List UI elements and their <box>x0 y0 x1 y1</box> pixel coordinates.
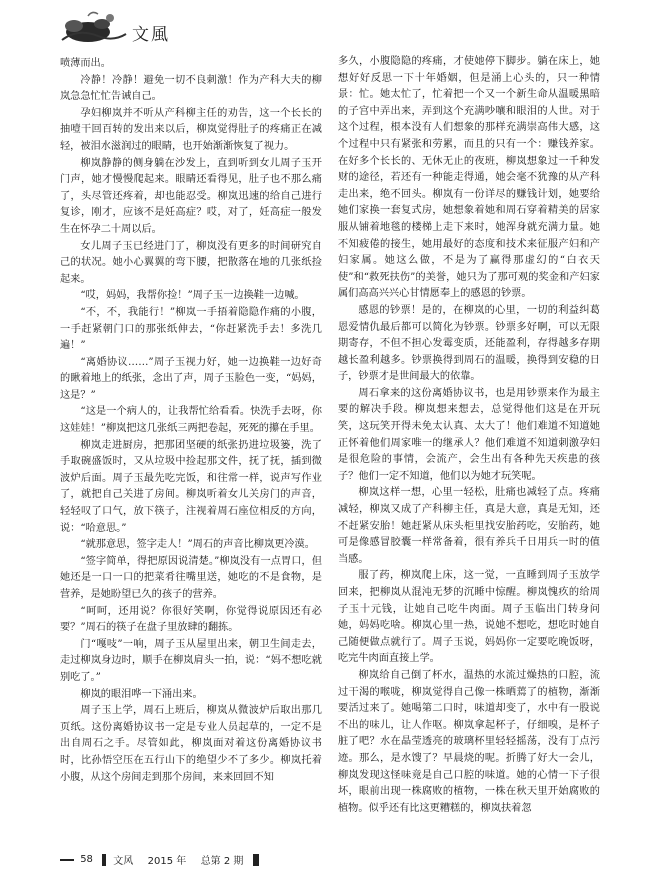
page-number: 58 <box>80 854 93 865</box>
paragraph: 柳岚给自己倒了杯水，温热的水流过燥热的口腔，流过干渴的喉咙，柳岚觉得自己像一株晒蔫了的植物，渐渐要活过来了。她喝第二口时，味道却变了，水中有一股说不出的味儿，让人作呕。柳岚拿起杯子，仔细嗅，是杯子脏了吧？水在晶莹透亮的玻璃杯里轻轻摇荡，没有丁点污迹。那么，是水馊了？早晨烧的呢。折腾了好大一会儿，柳岚发现这怪味竟是自己口腔的味道。她的心情一下子很坏，眼前出现一株腐败的植物，一株在秋天里开始腐败的植物。似乎还有比这更糟糕的，柳岚扶着忽 <box>338 669 600 814</box>
footer-year: 2015 年 <box>147 856 187 867</box>
left-column <box>60 56 322 786</box>
paragraph: 周子玉上学，周石上班后，柳岚从微波炉后取出那几页纸。这份离婚协议书一定是专业人员起草的，一定不是出自周石之手。尽管如此，柳岚面对着这份离婚协议书时，比孙悟空压在五行山下的绝望少不了多少。柳岚托着小腹，从这个房间走到那个房间，来来回回不知 <box>60 705 322 783</box>
right-column <box>338 54 600 817</box>
ink-flower-bird-icon <box>58 6 130 52</box>
paragraph: 周石拿来的这份离婚协议书，也是用钞票来作为最主要的解决手段。柳岚想来想去，总觉得他们这是在开玩笑，这玩笑开得未免太认真、太大了！他们难道不知道她正怀着他们周家唯一的继承人？他们难道不知道刺激孕妇是很危险的事情，会流产，会生出有各种先天疾患的孩子？他们一定不知道，他们以为她才玩笑呢。 <box>338 387 600 482</box>
paragraph: 多久，小腹隐隐的疼痛，才使她停下脚步。躺在床上，她想好好反思一下十年婚姻，但是涌上心头的，只一种情景：忙。她太忙了，忙着把一个又一个新生命从温暖黑暗的子宫中弄出来，弄到这个充满吵嚷和眼泪的人世。对于这个过程，根本没有人们想象的那样充满崇高伟大感，这个过程中只有紧张和劳累，而且的只有一个：赚钱养家。在好多个长长的、无休无止的夜班，柳岚想象过一千种发财的途径，若还有一种能走得通，她会毫不犹豫的从产科走出来，绝不回头。柳岚有一份详尽的赚钱计划，她要给她们家换一套复式房，她想象着她和周石穿着精美的居家服从铺着地毯的楼梯上走下来时，她浑身就充满力量。她不知疲倦的接生，她用最好的态度和技术来征服产妇和产妇家属。她这么做，不是为了赢得那虚幻的“白衣天使”和“救死扶伤”的美誉，她只为了那可观的奖金和产妇家属们高高兴兴心甘情愿奉上的感恩的钞票。 <box>338 56 600 300</box>
paragraph: 服了药，柳岚爬上床，这一觉，一直睡到周子玉放学回来，把柳岚从混沌无梦的沉睡中惊醒。柳岚愧疚的给周子玉十元钱，让她自己吃牛肉面。周子玉临出门转身问她，妈妈吃啥。柳岚心里一热，说她不想吃，想吃时她自己随便做点就行了。周子玉说，妈妈你一定要吃晚饭呀，吃完牛肉面直接上学。 <box>338 570 600 665</box>
page-header <box>58 6 358 52</box>
paragraph: “就那意思，签字走人！”周石的声音比柳岚更冷漠。 <box>80 539 315 551</box>
paragraph: “签字简单，得把原因说清楚。”柳岚没有一点胃口，但她还是一口一口的把菜肴往嘴里送，她吃的不是食物，是营养，是她盼望已久的孩子的营养。 <box>60 555 322 600</box>
paragraph: 感恩的钞票！是的，在柳岚的心里，一切的利益纠葛恩爱情仇最后都可以简化为钞票。钞票多好啊，可以无限期寄存，不但不担心发霉变质，还能盈利，存得越多存期越长盈利越多。钞票换得到周石的温暖，换得到安稳的日子，钞票才是世间最大的依靠。 <box>338 304 600 383</box>
paragraph: 柳岚静静的侧身躺在沙发上，直到听到女儿周子玉开门声，她才慢慢爬起来。眼睛还看得见，肚子也不那么痛了，头尽管还疼着，却也能忍受。柳岚迅速的给自己进行复诊，刚才，应该不是妊高症？哎，对了，妊高症一般发生在怀孕二十周以后。 <box>60 157 322 235</box>
paragraph: 女儿周子玉已经进门了，柳岚没有更多的时间研究自己的状况。她小心翼翼的弯下腰，把散落在地的几张纸捡起来。 <box>60 240 322 285</box>
paragraph: “离婚协议……”周子玉视力好，她一边换鞋一边好奇的瞅着地上的纸张，念出了声，周子玉脸色一变，“妈妈，这是？” <box>60 356 322 401</box>
page-footer <box>60 852 600 872</box>
footer-magazine: 文风 <box>113 856 134 867</box>
paragraph: “这是一个病人的，让我帮忙给看看。快洗手去呀，你这娃娃！”柳岚把这几张纸三两把卷起，死死的攥在手里。 <box>60 406 322 435</box>
footer-issue: 总第 2 期 <box>200 856 244 867</box>
paragraph: 门“嘎吱”一响，周子玉从屋里出来，朝卫生间走去，走过柳岚身边时，顺手在柳岚肩头一拍，说：“妈不想吃就别吃了。” <box>60 638 322 683</box>
paragraph: “哎，妈妈，我帮你捡！”周子玉一边换鞋一边喊。 <box>80 290 305 302</box>
paragraph: 柳岚走进厨房，把那团坚硬的纸张扔进垃圾篓，洗了手取碗盛饭时，又从垃圾中捡起那文件，抚了抚，插到微波炉后面。周子玉最先吃完饭，和往常一样，说声写作业了，就把自己关进了房间。柳岚听着女儿关房门的声音，轻轻叹了口气，放下筷子，注视着周石座位相反的方向，说：“哈意思。” <box>60 439 322 534</box>
paragraph: 冷静！冷静！避免一切不良刺激！作为产科大夫的柳岚急急忙忙告诫自己。 <box>60 74 322 103</box>
paragraph: 喷薄而出。 <box>60 58 111 69</box>
paragraph: 柳岚这样一想，心里一轻松，肚痛也减轻了点。疼痛减轻，柳岚又成了产科柳主任，真是大意，真是无知，还不赶紧安胎！她赶紧从床头柜里找安胎药吃，安胎药，她可是像感冒胶囊一样常备着，很有养兵千日用兵一时的值当感。 <box>338 487 600 565</box>
paragraph: 柳岚的眼泪哗一下涌出来。 <box>80 688 203 700</box>
paragraph: “不，不，我能行！”柳岚一手捂着隐隐作痛的小腹，一手赶紧朝门口的那张纸伸去，“你赶紧洗手去！多洗几遍！” <box>60 306 322 352</box>
paragraph: “呵呵，还用说？你很好笑啊，你觉得说原因还有必要？”周石的筷子在盘子里放肆的翻拣。 <box>60 605 322 634</box>
paragraph: 孕妇柳岚并不听从产科柳主任的劝告，这一个长长的抽噎干回百转的发出来以后，柳岚觉得肚子的疼痛正在减轻，被泪水滋润过的眼睛，也开始渐渐恢复了视力。 <box>60 107 322 152</box>
footer-dash <box>60 859 74 861</box>
footer-bar <box>102 854 106 866</box>
footer-bar-end <box>253 854 259 866</box>
magazine-brand: 文風 <box>132 25 170 45</box>
